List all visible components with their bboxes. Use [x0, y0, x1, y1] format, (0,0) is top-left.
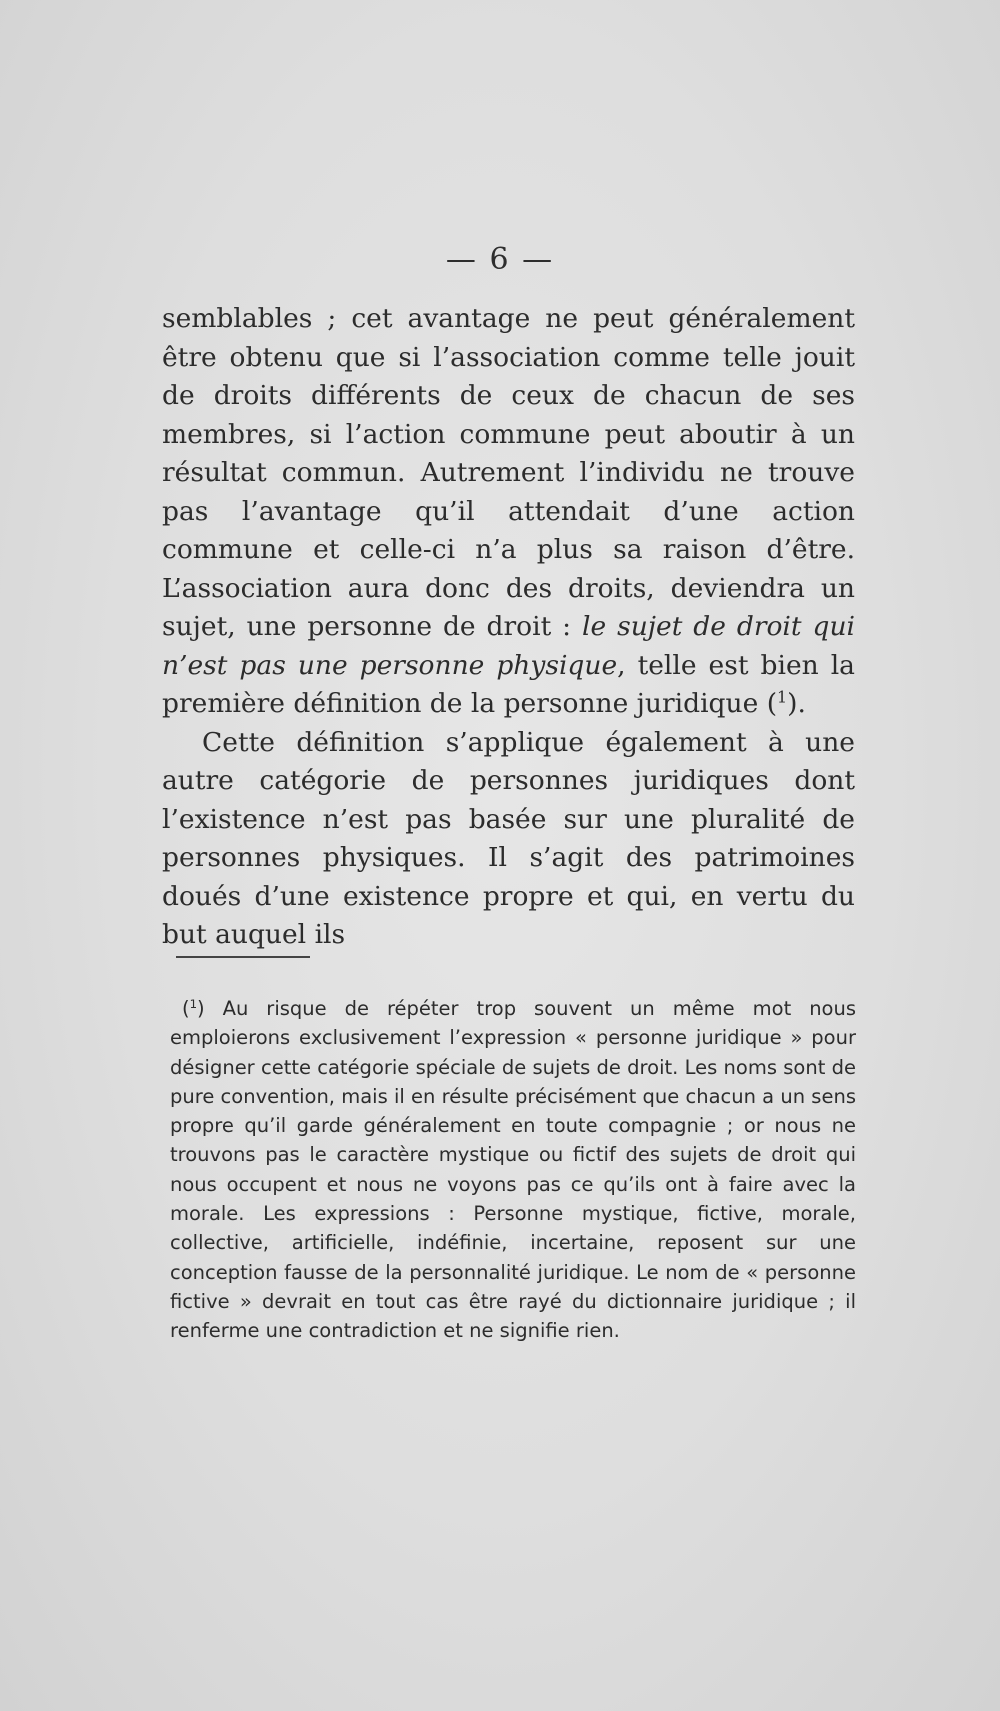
footnote-reference[interactable]: ($^1$). [766, 687, 806, 719]
main-text [162, 300, 855, 955]
paragraph-1-start: semblables ; cet avantage ne peut généralement être obtenu que si l’association comme telle jouit de droits différents de ceux de chacun de ses membres, si l’action commune peut aboutir à un résultat commun. Autrement l’individu ne trouve pas l’avantage qu’il attendait d’une action commune et celle-ci n’a plus sa raison d’être. L’association aura donc des droits, deviendra un sujet, une personne de droit : [162, 303, 855, 642]
footnote-marker: ($^1$) [182, 996, 205, 1020]
page-number: — 6 — [445, 242, 555, 277]
footnote-1 [170, 994, 856, 1346]
paragraph-1 [162, 300, 855, 724]
paragraph-1-italic: le sujet de droit qui n’est pas une personne physique [162, 611, 855, 681]
footnote [170, 994, 856, 1346]
footnote-separator [176, 956, 310, 958]
paragraph-2: Cette définition s’applique également à une autre catégorie de personnes juridiques dont l’existence n’est pas basée sur une pluralité de personnes physiques. Il s’agit des patrimoines doués d’une existence propre et qui, en vertu du but auquel ils [162, 726, 855, 950]
paragraph-1-end: , telle est bien la première définition de la personne juridique [162, 649, 855, 719]
footnote-text: Au risque de répéter trop souvent un même mot nous emploierons exclusivement l’expression « personne juridique » pour désigner cette catégorie spéciale de sujets de droit. Les noms sont de pure convention, mais il en résulte précisément que chacun a un sens propre qu’il garde généralement en toute compagnie ; or nous ne trouvons pas le caractère mystique ou fictif des sujets de droit qui nous occupent et nous ne voyons pas ce qu’ils ont à faire avec la morale. Les expressions : Personne mystique, fictive, morale, collective, artificielle, indéfinie, incertaine, reposent sur une conception fausse de la personnalité juridique. Le nom de « personne fictive » devrait en tout cas être rayé du dictionnaire juridique ; il renferme une contradiction et ne signifie rien. [170, 997, 856, 1343]
